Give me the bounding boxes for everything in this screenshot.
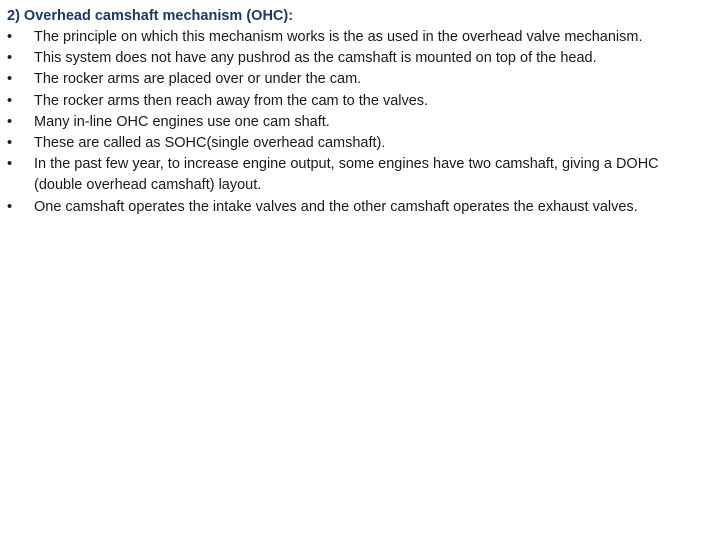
bullet-text: Many in-line OHC engines use one cam shaft.: [34, 113, 330, 130]
bullet-dot-icon: •: [7, 198, 13, 215]
bullet-item: [7, 112, 707, 133]
bullet-text: In the past few year, to increase engine output, some engines have two camshaft, giving a DOHC (double overhead camshaft) layout.: [34, 156, 659, 194]
bullet-text: One camshaft operates the intake valves and the other camshaft operates the exhaust valves.: [34, 198, 638, 215]
slide-title: 2) Overhead camshaft mechanism (OHC):: [7, 8, 294, 24]
bullet-item: [7, 197, 707, 218]
bullet-dot-icon: •: [7, 50, 13, 67]
bullet-list: [7, 27, 707, 218]
bullet-item: [7, 27, 707, 48]
bullet-text: The principle on which this mechanism works is the as used in the overhead valve mechanism.: [34, 29, 643, 45]
bullet-dot-icon: •: [7, 156, 13, 173]
bullet-text: The rocker arms are placed over or under the cam.: [34, 71, 362, 88]
bullet-text: These are called as SOHC(single overhead camshaft).: [34, 135, 386, 152]
bullet-item: [7, 154, 707, 196]
bullet-text: This system does not have any pushrod as the camshaft is mounted on top of the head.: [34, 50, 597, 67]
bullet-dot-icon: •: [7, 92, 13, 109]
bullet-dot-icon: •: [7, 135, 13, 152]
bullet-item: [7, 69, 707, 90]
bullet-dot-icon: •: [7, 113, 13, 130]
bullet-text: The rocker arms then reach away from the cam to the valves.: [34, 92, 429, 109]
bullet-item: [7, 91, 707, 112]
bullet-dot-icon: •: [7, 71, 13, 88]
bullet-item: [7, 48, 707, 69]
bullet-dot-icon: •: [7, 29, 13, 45]
bullet-item: [7, 133, 707, 154]
